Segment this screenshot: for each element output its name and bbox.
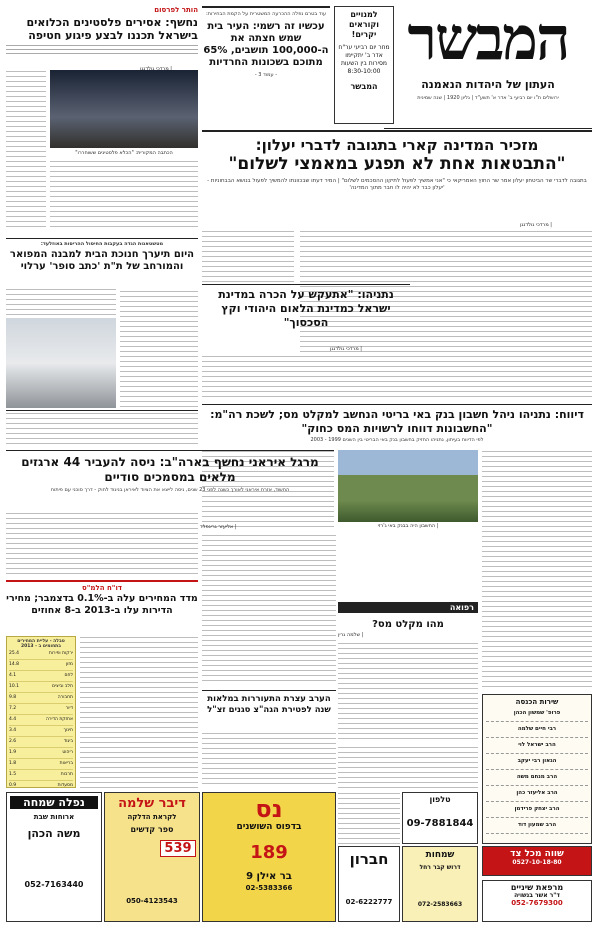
masthead-tagline: העתון של היהדות הנאמנה [421,78,555,91]
ad-hevron[interactable] [338,846,400,922]
beit-shemesh-ref: - עמוד 3 - [254,72,278,78]
prices-table-row [9,715,73,726]
prices-table-row [9,759,73,770]
prices-row-value: 1.9 [9,750,17,755]
jersey-photo [338,450,478,522]
prices-table-row [9,671,73,682]
ad-print-sub: בדפוס השושנים [236,822,302,832]
prices-row-value: 1.5 [9,772,17,777]
netanyahu-byline: | מרדכי גולדנגן [330,346,362,352]
ad-simcha-sub: ארוחות שבת [33,813,75,821]
prices-row-value: 3.4 [9,728,17,733]
refua-column[interactable] [338,602,478,742]
subscriber-notice-title: למנויים וקוראים יקרים! [349,10,379,39]
notice-item: הרב יצחק פרידמן [486,802,588,818]
notice-item: הגאון רבי יעקב [486,754,588,770]
ad-simcha-title: נפלה שמחה [10,796,98,809]
prices-row-value: 25.4 [9,651,20,656]
prices-row-label: תרבות [60,772,73,777]
refua-kicker: רפואה [338,602,478,613]
iran-spy-sub: החשוד, אזרח איראני לאורך כשנה לפני 23 שנים, ניסה לייצא את הציוד לאיראן בניגוד לחוק - דרך סוכני עם פיתוח [50,487,290,493]
iran-spy-title: מרגל איראני נחשף בארה"ב: ניסה להעביר 44 ארגזים מלאים במסמכים סודיים [21,455,319,484]
torah-photo [6,318,116,408]
prices-row-label: מזון [65,662,73,667]
lead-intro: בתגובה לדברי שר הביטחון יעלון אמר שר החוץ האמריקאי כי "אני אמשיך לפעול לתיקון ההסכמים לשלום" | המיר דעתו שבכוונתו להמשיך לפעול בנושא הבבחוניות - 'יעלון כבר לא יהיה לו חבר מתוך המדינה' [207,178,587,191]
notice-item: פרופ' שמשון הכהן [486,706,588,722]
beit-shemesh-kicker: עוד בטרם נפלה ההכרעה המשטרית על הקמת הבחירות: [205,11,327,17]
notices-title: שירות הכנסה [515,698,559,706]
ad-dental[interactable] [482,880,592,922]
prices-row-value: 4.4 [9,717,17,722]
prices-row-label: אחזקת הדירה [46,717,73,722]
prices-story[interactable] [6,580,198,630]
beit-shemesh-title: עכשיו זה רשמי: העיר בית שמש חצתה את ה-100,000 תושבים, 65% מתוכם בשכונות החרדיות [203,21,329,68]
prices-row-value: 14.8 [9,662,20,667]
prices-row-value: 1.8 [9,761,17,766]
talmud-torah-title: היום תיערך חנוכת הבית למבנה המפואר והמורחב של ת"ת 'כתב סופר' ערלוי [9,249,195,272]
prices-row-label: ביגוד [63,739,73,744]
ad-simcha-line: משה הכהן [27,827,81,840]
prices-table-row [9,748,73,759]
ad-kever-rachel-title: שמחות [425,850,455,860]
prisoners-title: נחשף: אסירים פלסטינים הכלואים בישראל תכננו לבצע פיגוע חטיפה [26,16,198,42]
ad-mivtza[interactable] [482,846,592,876]
lead-title: מזכיר המדינה קארי בתגובה לדברי יעלון: [255,136,539,154]
ad-dental-sub: ד"ר אשר בנשויה [514,892,560,899]
masthead-logo: המבשר [407,6,569,74]
ad-print-price: 189 [250,842,288,863]
refua-title: מהו מקלט מס? [372,619,444,630]
bank-title: דיווח: נתניהו ניהל חשבון בנק באי בריטי הנחשב למקלט מס; לשכת רה"מ: "החשבונות דווחו לרשויות המס כחוק" [210,408,584,435]
iran-spy-byline: | אליעזר גרינפלד [200,524,237,530]
prices-title: מדד המחירים עלה ב-0.1% בדצמבר; מחירי הדירות עלו ב-2013 ב-8 אחוזים [6,593,198,616]
ad-print-title: נס [255,795,283,823]
iran-spy-story[interactable] [6,450,334,510]
prices-table-row [9,770,73,781]
ad-dental-title: מרפאת שיניים [510,883,564,892]
lead-story[interactable] [202,136,592,216]
notice-item: רבי חיים שלמה [486,722,588,738]
prisoners-story[interactable] [6,6,198,64]
prices-row-label: לחם [64,673,73,678]
bank-story[interactable] [202,408,592,448]
prices-row-value: 10.1 [9,684,20,689]
prices-row-label: תחבורה [57,695,73,700]
ad-kever-rachel[interactable] [402,846,478,922]
prices-table-row [9,726,73,737]
prices-table-row [9,781,73,788]
ad-kever-rachel-phone: 072-2583663 [417,901,463,908]
notice-item: הרב ישראל לוי [486,738,588,754]
ad-simcha[interactable] [6,792,102,922]
prices-row-label: מסעדות [57,783,73,788]
subscriber-notice [334,6,394,124]
prices-table-row [9,649,73,660]
subscriber-notice-brand: המבשר [350,82,378,91]
prices-row-label: חלב וביצים [51,684,73,689]
prices-row-value: 4.1 [9,673,17,678]
prices-table-row [9,693,73,704]
masthead-dateline: ירושלים ת"ו יום רביעי ב' אדר א' תשע"ד | גליון 1920 | שנה שמינית [417,95,559,101]
prices-table-row [9,737,73,748]
ad-books-line: ספר קדשים [130,825,174,834]
beit-shemesh-teaser[interactable] [202,6,330,126]
ad-phone-title: טלפון [429,795,451,804]
prisoners-photo-caption: הכתבה המקורית: "הכלא פלסטינים ששוחררו" [75,150,173,156]
prisoners-photo [50,70,198,148]
prices-kicker: דו"ח הלמ"ס [82,584,122,592]
rally-story[interactable] [202,690,336,730]
ad-mivtza-title: שווה מכל צד [510,849,564,859]
ad-books-title: דיבר שלמה [118,796,186,811]
masthead [384,6,592,106]
refua-byline: | שלמה גרין [338,632,364,638]
prices-row-label: ירקות ופירות [48,651,73,656]
notice-item: הרב אליעזר כהן [486,786,588,802]
ad-print[interactable] [202,792,336,922]
subscriber-notice-body: מחר יום רביעי ער"ח אדר ב' יתקיימו מסירות בין השעות 8:30-10:00 [338,44,390,75]
prices-row-value: 0.9 [9,783,17,788]
talmud-torah-kicker: מטשטאנות הגדה בעקבות החיסול ההריסות באוזלעד: [40,241,164,247]
notices-column [482,694,592,844]
lead-subtitle: "התבטאות אחת לא תפגע במאמצי לשלום" [228,154,566,174]
netanyahu-title: נתניהו: "אתעקש על הכרה במדינת ישראל כמדינת הלאום היהודי וקץ הסכסוך" [218,288,394,329]
prices-row-label: ריהוט [62,750,73,755]
prices-row-value: 2.6 [9,739,17,744]
ad-print-line: בר אילן 9 [246,871,292,882]
notice-item: הרב שמעון דוד [486,818,588,834]
ad-mivtza-phone: 0527-10-18-80 [512,859,562,866]
ad-simcha-phone: 052-7163440 [24,880,84,889]
ad-kever-rachel-sub: דרוש קבר רחל [419,864,461,871]
prices-row-label: חינוך [63,728,73,733]
ad-hevron-phone: 02-6222777 [345,898,393,906]
prices-table-row [9,660,73,671]
ad-phone-number: 09-7881844 [406,818,474,829]
prices-table-title: טבלה - עליית המחירים בתחומים ב - 2013 [17,639,65,649]
jersey-photo-caption: | החשבון היה בבנק באי ג'רזי [377,523,439,529]
ad-hevron-title: חברון [349,850,389,868]
ad-books-sub: לקראת הדלקה [127,813,177,821]
ad-phone[interactable] [402,792,478,844]
netanyahu-story[interactable] [202,284,410,344]
ad-dental-phone: 052-7679300 [511,899,563,907]
rally-title: הערב עצרת התעוררות במלאות שנה לפטירת הגה"צ סגנים זצ"ל [207,694,331,715]
ad-books-phone: 050-4123543 [126,897,178,905]
prisoners-byline: | מרדכי גולדנגן [140,66,172,72]
prices-table-row [9,682,73,693]
talmud-torah-story[interactable] [6,238,198,282]
ad-print-phone: 02-5383366 [245,884,293,892]
ad-books-price: 539 [160,840,196,857]
prices-table-row [9,704,73,715]
lead-byline: | מרדכי גולדנגן [520,222,552,228]
notice-item: הרב מנחם משה [486,770,588,786]
prices-row-value: 7.2 [9,706,17,711]
prices-row-value: 9.8 [9,695,17,700]
prices-row-label: דיור [65,706,73,711]
bank-sub: לפי הדיווח בעיתון, נתניהו החזיק בחשבון בנק באי הבריטי בין השנים 1999 - 2003 [310,437,484,443]
prices-table [6,636,76,788]
prisoners-kicker: הותר לפרסום [154,6,198,14]
prices-row-label: בריאות [59,761,73,766]
ad-books[interactable] [104,792,200,922]
